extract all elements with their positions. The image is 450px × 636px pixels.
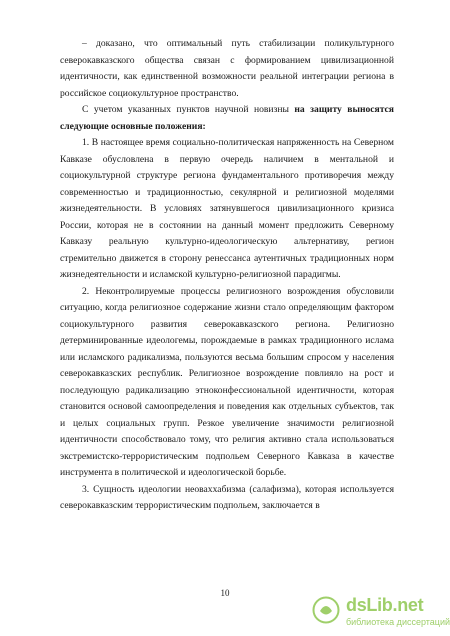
point-2: 2. Неконтролируемые процессы религиозного возрождения обусловили ситуацию, когда религиозное содержание жизни стало определяющим фактором социокультурного развития северокавказского региона. Религиозно детерминированные идеологемы, порождаемые в рамках традиционного ислама или исламского радикализма, пользуются весьма большим спросом у населения северокавказских республик. Религиозное возрождение повлияло на рост и последующую радикализацию этноконфессиональной идентичности, которая становится основой самоопределения и поведения как отдельных субъектов, так и целых социальных групп. Резкое увеличение значимости религиозной идентичности способствовало тому, что религия активно стала использоваться экстремистско-террористическим подпольем Северного Кавказа в качестве инструмента в политической и идеологической борьбе. [60,285,394,478]
lead-paragraph [60,102,394,135]
point-1: 1. В настоящее время социально-политическая напряженность на Северном Кавказе обусловлена в первую очередь наличием в ментальной и социокультурной структуре региона фундаментального противоречия между современностью и традиционностью, секулярной и религиозной моделями жизнедеятельности. В условиях затянувшегося цивилизационного кризиса России, которая не в состоянии на данный момент предложить Северному Кавказу реальную культурно-идеологическую альтернативу, регион стремительно движется в сторону ренессанса аутентичных традиционных норм жизнедеятельности и исламской культурно-религиозной парадигмы. [60,137,394,280]
body-text [60,36,394,515]
lead-plain-text: С учетом указанных пунктов научной новизны [82,104,295,115]
watermark [312,595,450,630]
lead-bold-text: на защиту выносятся следующие основные положения: [60,104,394,132]
point-3: 3. Сущность идеологии неоваххабизма (салафизма), которая используется северокавказским террористическим подпольем, заключается в [60,483,394,511]
page-number: 10 [220,588,230,598]
intro-paragraph: – доказано, что оптимальный путь стабилизации поликультурного северокавказского общества связан с формированием цивилизационной идентичности, как единственной возможности реальной интеграции региона в российское социокультурное пространство. [60,38,394,99]
watermark-caption: библиотека диссертаций [346,617,450,627]
dslib-logo-icon [312,596,340,624]
watermark-site: dsLib.net [346,595,424,615]
